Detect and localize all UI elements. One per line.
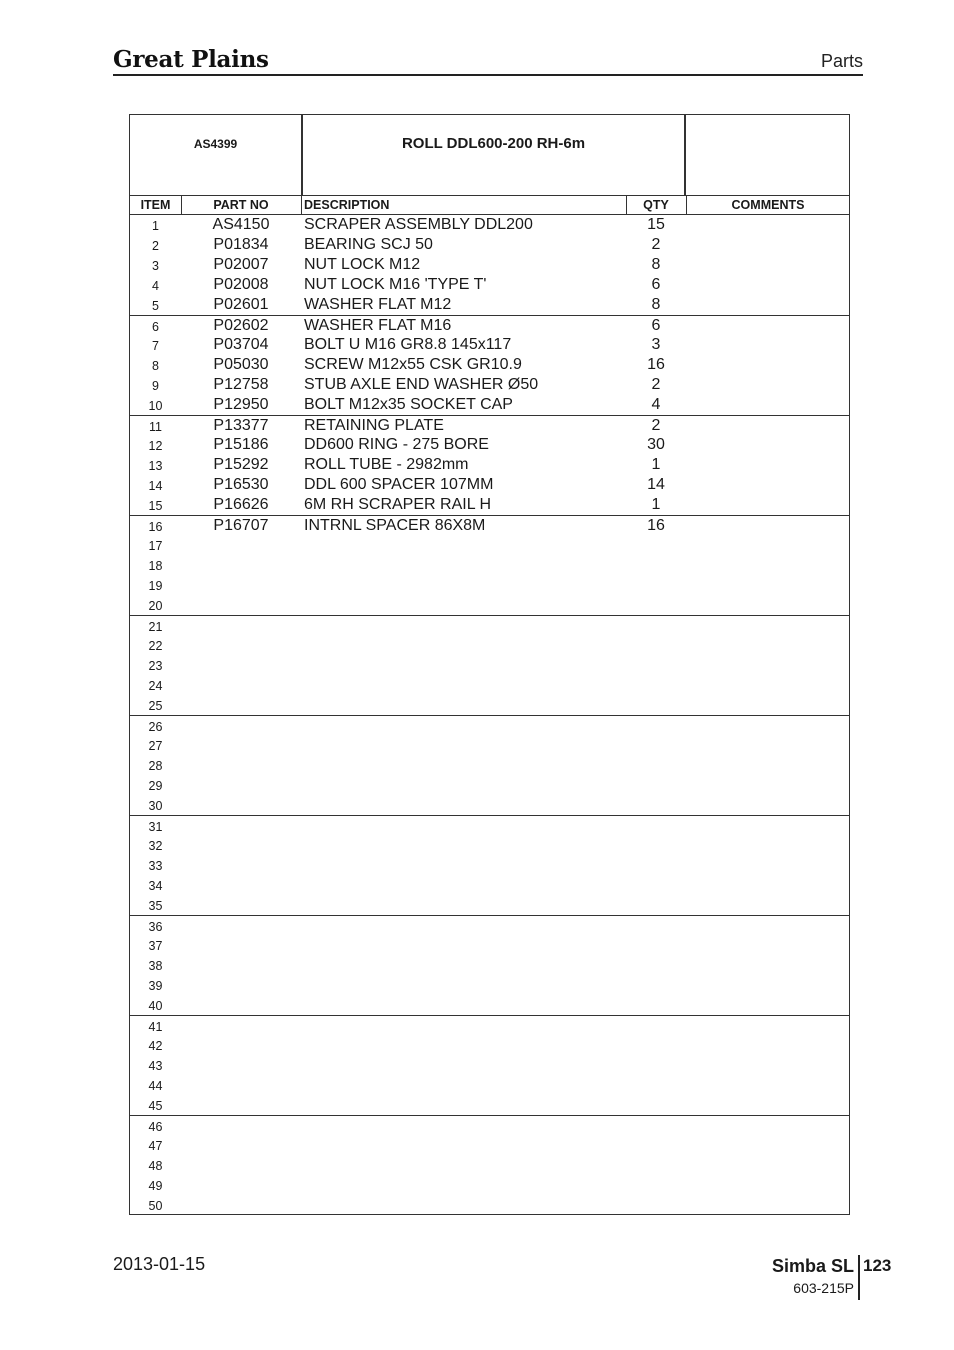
column-header-comments: COMMENTS (731, 198, 805, 212)
row-description: NUT LOCK M16 'TYPE T' (304, 276, 487, 293)
table-row (130, 675, 849, 695)
row-description: INTRNL SPACER 86X8M (304, 517, 486, 534)
row-item-number: 11 (149, 420, 162, 434)
row-description: SCREW M12x55 CSK GR10.9 (304, 356, 522, 373)
row-item-number: 20 (148, 599, 163, 613)
table-row (130, 1055, 849, 1075)
table-row (130, 315, 849, 335)
table-row (130, 615, 849, 635)
row-description: 6M RH SCRAPER RAIL H (304, 496, 491, 513)
table-row (130, 355, 849, 375)
table-row (130, 1155, 849, 1175)
column-header-row (130, 196, 849, 215)
row-item-number: 49 (148, 1179, 163, 1193)
table-row (130, 795, 849, 815)
table-row (130, 635, 849, 655)
column-header-qty: QTY (643, 198, 669, 212)
column-header-item: ITEM (140, 198, 171, 212)
column-divider (626, 196, 627, 215)
row-part-number: P16626 (213, 496, 269, 513)
row-item-number: 27 (148, 739, 163, 753)
row-item-number: 42 (148, 1039, 163, 1053)
row-item-number: 47 (148, 1139, 163, 1153)
table-row (130, 915, 849, 935)
table-row (130, 875, 849, 895)
table-row (130, 935, 849, 955)
page-number: 123 (863, 1256, 892, 1275)
row-item-number: 28 (148, 759, 163, 773)
row-item-number: 6 (152, 320, 159, 334)
column-divider (686, 196, 687, 215)
table-row (130, 1175, 849, 1195)
row-part-number: P03704 (213, 336, 269, 353)
row-item-number: 46 (148, 1120, 163, 1134)
table-row (130, 455, 849, 475)
row-item-number: 34 (148, 879, 163, 893)
row-item-number: 7 (152, 339, 159, 353)
row-quantity: 16 (647, 517, 665, 534)
column-header-description: DESCRIPTION (304, 198, 390, 212)
row-description: STUB AXLE END WASHER Ø50 (304, 376, 539, 393)
row-part-number: P02602 (213, 317, 269, 334)
row-item-number: 12 (148, 439, 163, 453)
table-row (130, 1095, 849, 1115)
model-name: Simba SL (771, 1256, 854, 1276)
row-part-number: P02601 (213, 296, 269, 313)
row-item-number: 18 (148, 559, 163, 573)
row-item-number: 3 (152, 259, 159, 273)
row-quantity: 1 (651, 496, 661, 513)
row-item-number: 50 (148, 1199, 163, 1213)
row-item-number: 23 (148, 659, 163, 673)
row-item-number: 36 (148, 920, 163, 934)
row-part-number: P13377 (213, 417, 269, 434)
row-part-number: P15292 (213, 456, 269, 473)
section-label: Parts (820, 51, 863, 71)
table-row (130, 1135, 849, 1155)
row-part-number: P12758 (213, 376, 269, 393)
assembly-part-number: AS4399 (193, 137, 238, 151)
row-item-number: 33 (148, 859, 163, 873)
row-quantity: 15 (647, 216, 665, 233)
table-row (130, 735, 849, 755)
row-part-number: P02007 (213, 256, 269, 273)
row-item-number: 44 (148, 1079, 163, 1093)
row-item-number: 21 (148, 620, 163, 634)
parts-table (129, 114, 850, 1215)
table-row (130, 995, 849, 1015)
row-item-number: 5 (152, 299, 159, 313)
row-quantity: 3 (651, 336, 661, 353)
column-divider (181, 196, 182, 215)
row-quantity: 6 (651, 276, 661, 293)
table-row (130, 1075, 849, 1095)
table-row (130, 1035, 849, 1055)
table-row (130, 695, 849, 715)
row-quantity: 2 (651, 236, 661, 253)
row-part-number: P01834 (213, 236, 269, 253)
row-item-number: 22 (148, 639, 163, 653)
row-description: WASHER FLAT M12 (304, 296, 452, 313)
row-description: WASHER FLAT M16 (304, 317, 452, 334)
footer-divider (858, 1255, 860, 1300)
row-item-number: 25 (148, 699, 163, 713)
row-description: NUT LOCK M12 (304, 256, 421, 273)
row-description: RETAINING PLATE (304, 417, 444, 434)
row-item-number: 26 (148, 720, 163, 734)
table-row (130, 235, 849, 255)
column-header-part-no: PART NO (213, 198, 269, 212)
brand-logo: Great Plains (113, 46, 269, 73)
document-number: 603-215P (793, 1280, 854, 1296)
table-row (130, 255, 849, 275)
table-row (130, 815, 849, 835)
row-item-number: 30 (148, 799, 163, 813)
row-quantity: 1 (651, 456, 661, 473)
table-row (130, 475, 849, 495)
row-item-number: 16 (148, 520, 163, 534)
table-row (130, 895, 849, 915)
row-item-number: 4 (152, 279, 159, 293)
table-row (130, 535, 849, 555)
row-item-number: 32 (148, 839, 163, 853)
table-row (130, 275, 849, 295)
table-row (130, 335, 849, 355)
table-row (130, 295, 849, 315)
table-row (130, 775, 849, 795)
header-divider (113, 74, 863, 76)
row-item-number: 8 (152, 359, 159, 373)
row-quantity: 8 (651, 296, 661, 313)
row-part-number: P15186 (213, 436, 269, 453)
row-part-number: AS4150 (212, 216, 270, 233)
row-item-number: 39 (148, 979, 163, 993)
row-quantity: 8 (651, 256, 661, 273)
table-row (130, 715, 849, 735)
table-row (130, 515, 849, 535)
row-description: DD600 RING - 275 BORE (304, 436, 489, 453)
row-quantity: 6 (651, 317, 661, 334)
row-item-number: 17 (148, 539, 163, 553)
table-row (130, 595, 849, 615)
assembly-description: ROLL DDL600-200 RH-6m (401, 135, 586, 152)
table-row (130, 375, 849, 395)
row-quantity: 2 (651, 376, 661, 393)
table-row (130, 755, 849, 775)
row-description: DDL 600 SPACER 107MM (304, 476, 494, 493)
table-row (130, 395, 849, 415)
row-item-number: 24 (148, 679, 163, 693)
table-row (130, 835, 849, 855)
row-quantity: 14 (647, 476, 665, 493)
table-row (130, 855, 849, 875)
row-part-number: P02008 (213, 276, 269, 293)
table-row (130, 215, 849, 235)
row-item-number: 19 (148, 579, 163, 593)
row-part-number: P12950 (213, 396, 269, 413)
table-row (130, 415, 849, 435)
row-quantity: 2 (651, 417, 661, 434)
row-quantity: 4 (651, 396, 661, 413)
row-part-number: P16530 (213, 476, 269, 493)
row-item-number: 15 (148, 499, 163, 513)
row-item-number: 38 (148, 959, 163, 973)
row-item-number: 35 (148, 899, 163, 913)
assembly-header (130, 115, 849, 196)
table-row (130, 495, 849, 515)
row-item-number: 29 (148, 779, 163, 793)
table-row (130, 1195, 849, 1215)
row-item-number: 1 (152, 219, 159, 233)
row-item-number: 45 (148, 1099, 163, 1113)
row-item-number: 13 (148, 459, 163, 473)
table-row (130, 955, 849, 975)
row-part-number: P05030 (213, 356, 269, 373)
column-divider (301, 196, 302, 215)
table-row (130, 575, 849, 595)
assembly-description-cell (301, 115, 686, 195)
row-description: BEARING SCJ 50 (304, 236, 433, 253)
row-quantity: 30 (647, 436, 665, 453)
row-item-number: 41 (148, 1020, 163, 1034)
row-description: ROLL TUBE - 2982mm (304, 456, 469, 473)
row-description: SCRAPER ASSEMBLY DDL200 (304, 216, 533, 233)
issue-date: 2013-01-15 (113, 1254, 206, 1274)
table-row (130, 1115, 849, 1135)
table-row (130, 655, 849, 675)
row-item-number: 2 (152, 239, 159, 253)
row-item-number: 14 (148, 479, 163, 493)
row-item-number: 37 (148, 939, 163, 953)
row-item-number: 31 (148, 820, 163, 834)
row-item-number: 43 (148, 1059, 163, 1073)
row-item-number: 40 (148, 999, 163, 1013)
row-item-number: 10 (148, 399, 163, 413)
row-item-number: 9 (152, 379, 159, 393)
table-row (130, 555, 849, 575)
row-description: BOLT U M16 GR8.8 145x117 (304, 336, 512, 353)
table-row (130, 435, 849, 455)
row-description: BOLT M12x35 SOCKET CAP (304, 396, 513, 413)
row-quantity: 16 (647, 356, 665, 373)
table-row (130, 975, 849, 995)
row-item-number: 48 (148, 1159, 163, 1173)
row-part-number: P16707 (213, 517, 269, 534)
table-row (130, 1015, 849, 1035)
